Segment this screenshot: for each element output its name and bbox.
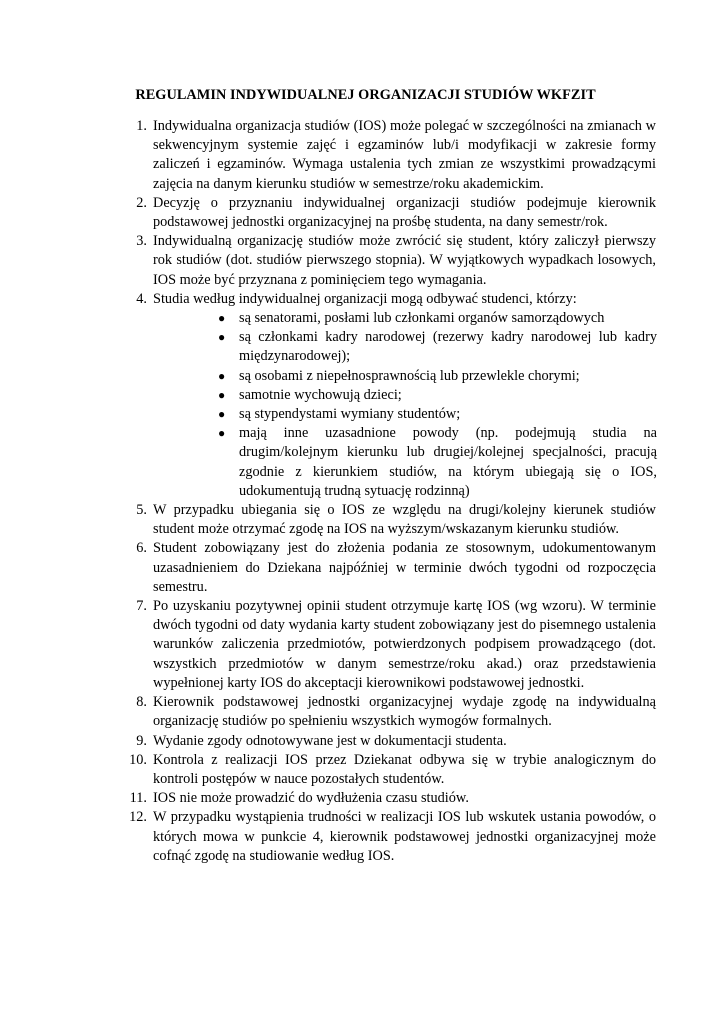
list-item <box>120 732 656 751</box>
bullet-text: są osobami z niepełnosprawnością lub przewlekle chorymi; <box>239 367 580 384</box>
bullet-dot-icon: ● <box>218 387 226 402</box>
item-text: IOS nie może prowadzić do wydłużenia czasu studiów. <box>153 790 469 807</box>
item-number: 7. <box>136 598 147 615</box>
item-number: 2. <box>136 194 147 211</box>
item-text: Kontrola z realizacji IOS przez Dziekanat odbywa się w trybie analogicznym do kontroli postępów w nauce pozostałych studentów. <box>153 751 656 787</box>
bullet-item <box>218 367 657 386</box>
item-number: 6. <box>136 540 147 557</box>
list-item <box>120 693 656 731</box>
regulation-list <box>120 117 656 866</box>
item-number: 12. <box>129 809 147 826</box>
item-number: 8. <box>136 694 147 711</box>
bullet-dot-icon: ● <box>218 407 226 422</box>
list-item <box>120 789 656 808</box>
item-number: 10. <box>129 751 147 768</box>
item-text: Po uzyskaniu pozytywnej opinii student otrzymuje kartę IOS (wg wzoru). W terminie dwóch tygodni od daty wydania karty student zobowiązany jest do pisemnego ustalenia warunków zaliczenia przedmiotów, potwierdzonych podpisem prowadzącego (dot. wszystkich przedmiotów w danym semestrze/roku akad.) oraz przedstawienia wypełnionej karty IOS do akceptacji kierownikowi podstawowej jednostki. <box>153 598 656 691</box>
list-item <box>120 117 656 194</box>
list-item <box>120 539 656 597</box>
item-number: 9. <box>136 732 147 749</box>
bullet-dot-icon: ● <box>218 311 226 326</box>
bullet-text: samotnie wychowują dzieci; <box>239 386 402 403</box>
list-item <box>120 597 656 693</box>
bullet-text: mają inne uzasadnione powody (np. podejmują studia na drugim/kolejnym kierunku lub drugiej/kolejnej specjalności, pracują zgodnie z kierunkiem studiów, na którym ubiegają się o IOS, udokumentują trudną sytuację rodzinną) <box>239 425 657 499</box>
item-number: 5. <box>136 502 147 519</box>
item-text: Wydanie zgody odnotowywane jest w dokumentacji studenta. <box>153 732 507 749</box>
item-text: Kierownik podstawowej jednostki organizacyjnej wydaje zgodę na indywidualną organizację studiów po spełnieniu wszystkich wymogów formalnych. <box>153 694 656 730</box>
item-text: Decyzję o przyznaniu indywidualnej organizacji studiów podejmuje kierownik podstawowej jednostki organizacyjnej na prośbę studenta, na dany semestr/rok. <box>153 194 656 231</box>
item-text: W przypadku ubiegania się o IOS ze względu na drugi/kolejny kierunek studiów student może otrzymać zgodę na IOS na wyższym/wskazanym kierunku studiów. <box>153 502 656 538</box>
list-item <box>120 290 656 501</box>
bullet-text: są senatorami, posłami lub członkami organów samorządowych <box>239 310 605 327</box>
list-item <box>120 808 656 866</box>
bullet-item <box>218 386 657 405</box>
item-text: Indywidualna organizacja studiów (IOS) może polegać w szczególności na zmianach w sekwencyjnym systemie zajęć i egzaminów lub/i modyfikacji w zakresie formy zaliczeń i egzaminów. Wymaga ustalenia tych zmian ze wszystkimi prowadzącymi zajęcia na danym kierunku studiów w semestrze/roku akademickim. <box>153 118 656 192</box>
bullet-item <box>218 328 657 366</box>
item-number: 3. <box>136 233 147 250</box>
list-item <box>120 194 656 232</box>
bullet-item <box>218 405 657 424</box>
item-number: 11. <box>129 790 147 807</box>
list-item <box>120 751 656 789</box>
item-number: 1. <box>136 118 147 134</box>
bullet-dot-icon: ● <box>218 330 226 345</box>
bullet-text: są członkami kadry narodowej (rezerwy kadry narodowej lub kadry międzynarodowej); <box>239 329 657 365</box>
list-item <box>120 232 656 290</box>
item-number: 4. <box>136 290 147 307</box>
document-title: REGULAMIN INDYWIDUALNEJ ORGANIZACJI STUDIÓW WKFZIT <box>135 87 596 103</box>
item-text: Indywidualną organizację studiów może zwrócić się student, który zaliczył pierwszy rok studiów (dot. studiów pierwszego stopnia). W wyjątkowych wypadkach losowych, IOS może być przyznana z pominięciem tego wymagania. <box>153 233 656 288</box>
bullet-dot-icon: ● <box>218 368 226 383</box>
item-text: Student zobowiązany jest do złożenia podania ze stosownym, udokumentowanym uzasadnieniem do Dziekana najpóźniej w terminie dwóch tygodni od rozpoczęcia semestru. <box>153 540 656 595</box>
item-text: Studia według indywidualnej organizacji mogą odbywać studenci, którzy: <box>153 290 577 307</box>
list-item <box>120 501 656 539</box>
bullet-item <box>218 424 657 501</box>
item-text: W przypadku wystąpienia trudności w realizacji IOS lub wskutek ustania powodów, o których mowa w punkcie 4, kierownik podstawowej jednostki organizacyjnej może cofnąć zgodę na studiowanie według IOS. <box>153 809 656 864</box>
bullet-item <box>218 309 657 328</box>
bullet-text: są stypendystami wymiany studentów; <box>239 406 461 423</box>
bullet-dot-icon: ● <box>218 426 226 441</box>
eligibility-bullet-list <box>218 309 657 501</box>
